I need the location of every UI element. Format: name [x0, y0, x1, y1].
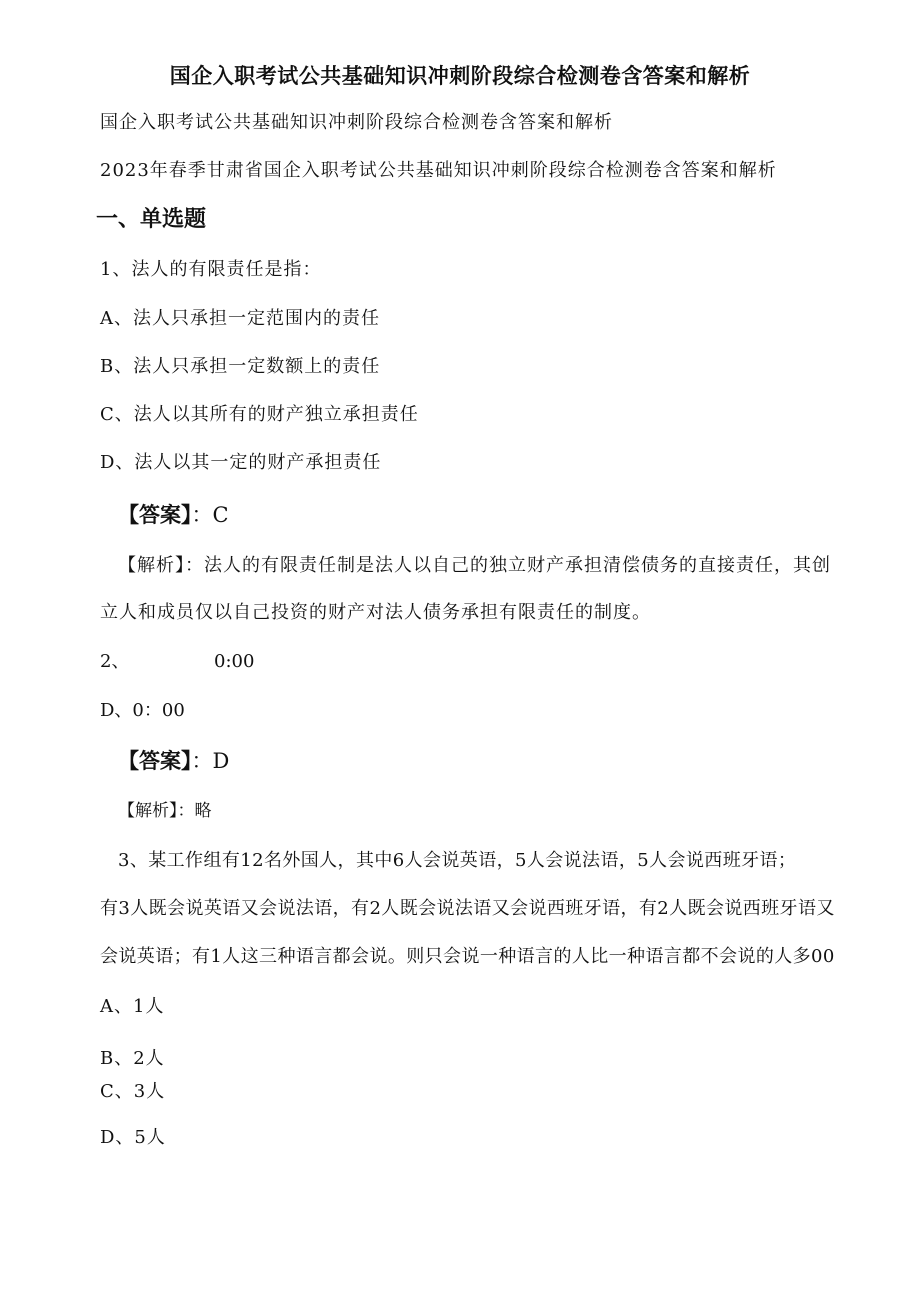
question-3-stem-line-1: 3、某工作组有12名外国人，其中6人会说英语，5人会说法语，5人会说西班牙语； — [118, 850, 797, 871]
subtitle-line-2: 2023年春季甘肃省国企入职考试公共基础知识冲刺阶段综合检测卷含答案和解析 — [100, 160, 777, 181]
question-1-analysis-line-1 — [118, 555, 831, 577]
answer-label: 【答案】 — [118, 749, 192, 773]
question-3-stem-line-2: 有3人既会说英语又会说法语，有2人既会说法语又会说西班牙语，有2人既会说西班牙语又 — [100, 898, 835, 919]
answer-value: ：D — [191, 749, 230, 773]
analysis-label: 【解析】 — [118, 555, 185, 576]
question-3-option-a: A、1人 — [100, 996, 165, 1017]
subtitle-line-1: 国企入职考试公共基础知识冲刺阶段综合检测卷含答案和解析 — [100, 112, 613, 133]
question-3-option-c: C、3人 — [100, 1081, 166, 1102]
question-2-analysis — [118, 800, 212, 822]
analysis-text: ：法人的有限责任制是法人以自己的独立财产承担清偿债务的直接责任，其创 — [185, 555, 831, 576]
question-1-option-d: D、法人以其一定的财产承担责任 — [100, 452, 382, 473]
question-2-number: 2、 — [100, 651, 130, 672]
answer-label: 【答案】 — [118, 503, 192, 527]
document-title: 国企入职考试公共基础知识冲刺阶段综合检测卷含答案和解析 — [169, 64, 751, 88]
question-2-stem: 0:00 — [214, 651, 255, 672]
question-2-option-d: D、0：00 — [100, 700, 185, 721]
question-1-option-b: B、法人只承担一定数额上的责任 — [100, 356, 381, 377]
question-3-stem-line-3: 会说英语；有1人这三种语言都会说。则只会说一种语言的人比一种语言都不会说的人多00 — [100, 946, 835, 967]
question-1-answer — [118, 504, 229, 528]
question-3-option-b: B、2人 — [100, 1048, 165, 1069]
question-2-answer — [118, 750, 229, 774]
section-heading-single-choice: 一、单选题 — [96, 207, 207, 232]
answer-value: ：C — [191, 503, 229, 527]
analysis-text: ：略 — [177, 801, 212, 821]
question-1-analysis-line-2: 立人和成员仅以自己投资的财产对法人债务承担有限责任的制度。 — [100, 602, 651, 623]
question-1-option-a: A、法人只承担一定范围内的责任 — [100, 308, 380, 329]
question-1-option-c: C、法人以其所有的财产独立承担责任 — [100, 404, 419, 425]
question-3-option-d: D、5人 — [100, 1127, 166, 1148]
question-1-stem: 1、法人的有限责任是指： — [100, 259, 322, 280]
analysis-label: 【解析】 — [118, 801, 178, 821]
